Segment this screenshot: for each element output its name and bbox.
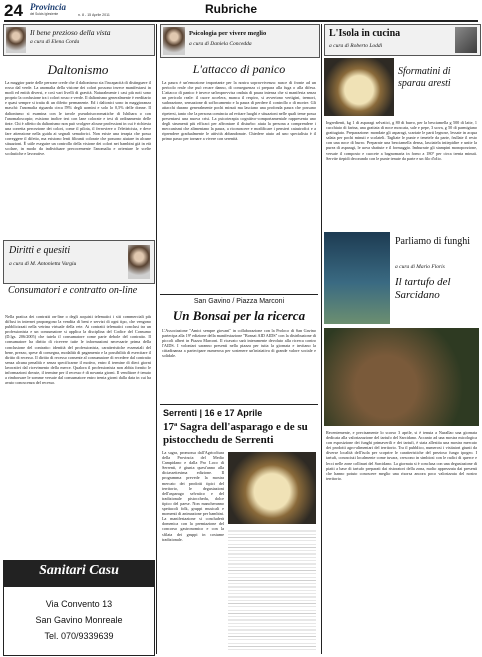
event-date: Serrenti | 16 e 17 Aprile (163, 408, 263, 418)
column-author: a cura di Elena Corda (30, 39, 80, 45)
column-title: Il bene prezioso della vista (30, 28, 111, 37)
issue-date: n. 8 - 15 Aprile 2011 (78, 13, 110, 17)
page-header (0, 0, 482, 22)
column-author: a cura di Mario Floris (395, 264, 445, 270)
ad-brand: Sanitari Casu (39, 563, 119, 578)
column-title: Diritti e quesiti (9, 245, 71, 256)
asparagus-photo (228, 452, 316, 524)
fungi-header: Parliamo di funghi (395, 236, 470, 247)
article-title: L'attacco di panico (192, 62, 286, 76)
section-divider (160, 404, 318, 405)
column-author: a cura di Daniela Concedda (189, 41, 252, 47)
author-photo (455, 27, 477, 53)
column-rule (156, 24, 157, 654)
section-divider (160, 294, 318, 295)
author-photo (163, 27, 185, 55)
recipe-title: Sformatini di sparau aresti (398, 66, 451, 89)
news-body: L'Associazione "Amici sempre giovani" in collaborazione con la Proloco di San Gavino partecipa alla 19ª edizione della manifestazione "Bonsai AID AIDS" con la distribuzione di piccoli alberi in Piazza Marconi. Il ricavato sarà interamente devoluto alla ricerca contro l'AIDS. I volontari saranno presenti nella piazza per tutta la giornata e invitano la cittadinanza a partecipare numerosa per sostenere un'iniziativa di grande valore sociale e solidale. (162, 328, 316, 359)
recipe-photo (324, 58, 394, 116)
recipe-body: Ingredienti, kg 1 di asparagi selvatici, g 80 di burro, per la besciamella g 500 di latte, 1 cucchiaio di farina, una grattata di noce moscata, sale e pepe, 3 uova, g 50 di parmigiano grattugiato. Preparazione: mondate gli asparagi, scartate le parti legnose, lessate in acqua salata per pochi minuti e scolateli. Tagliate le punte e tenetele da parte, frullate il resto con una noce di burro. Preparate una besciamella densa, lasciatela intiepidire e unite la purea di asparagi, le uova sbattute e il formaggio. Imburrate gli stampini monoporzione, versate il composto e cuocete a bagnomaria in forno a 180° per circa trenta minuti. Servite tiepidi decorando con le punte tenute da parte e un filo d'olio. (326, 120, 477, 161)
advertisement (3, 560, 155, 656)
column-author: a cura di M. Antonietta Vargiu (9, 261, 77, 267)
ad-phone: Tel. 070/9339639 (44, 631, 114, 641)
ad-city: San Gavino Monreale (35, 615, 123, 625)
author-photo (6, 27, 26, 53)
page-number: 24 (4, 1, 23, 20)
event-body: La sagra, promossa dall'Agricoltura della Provincia del Medio Campidano e dalla Pro Loco di Serrenti, è giunta quest'anno alla diciassettesima edizione. Il programma prevede la mostra mercato dei prodotti tipici del territorio, le degustazioni dell'asparago selvatico e del tradizionale pistocchedu, dolce tipico del paese. Non mancheranno spettacoli folk, gruppi musicali e momenti di animazione per bambini. La manifestazione si concluderà domenica con la premiazione del concorso gastronomico e con la sfilata dei gruppi in costume tradizionale. (162, 450, 224, 542)
logo-subtitle: del Sulcis Iglesiente (30, 12, 59, 16)
column-title: L'Isola in cucina (329, 28, 401, 39)
newspaper-logo: Provincia (30, 2, 66, 12)
article-body: La maggior parte delle persone crede che il daltonismo sia l'incapacità di distinguere il rosso dal verde. La anomalia della visione dei colori possono invece manifestarsi in modi ed entità diversi, e così vari livelli di gravità. Naturalmente i casi più noti sono proprio la confusione tra i colori rosso e verde. Il daltonismo generalmente è ereditario e quasi sempre si tratta di un difetto permanente. Ed i daltonici sono in maggioranza maschi: l'anomalia riguarda circa l'8% degli uomini e solo lo 0,5% delle donne. Il daltonismo si esamina con le tavole pseudoisocromatiche di Ishihara o con l'anomaloscopio; esistono inoltre test con lane colorate e test di ordinamento delle tinte. Chi è affetto da daltonismo non può svolgere alcune professioni in cui è richiesta una corretta percezione dei colori, come il pilota, il ferroviere o l'elettricista, e deve fare attenzione nella guida ai segnali semaforici. Non esiste una terapia che possa correggere il difetto, ma esistono lenti filtranti colorate che possono aiutare in alcune situazioni. È utile eseguire un controllo della visione dei colori nei bambini già in età scolare, in modo da individuare precocemente l'anomalia e orientare le scelte scolastiche e lavorative. (5, 80, 151, 157)
event-body-continued (228, 528, 316, 650)
cooking-box-header (324, 24, 481, 56)
column-title: Psicologia per vivere meglio (189, 30, 267, 37)
rights-box-header (3, 240, 155, 284)
mushroom-photo (324, 232, 390, 324)
header-rule (4, 20, 478, 22)
news-kicker: San Gavino / Piazza Marconi (193, 298, 285, 305)
event-title: 17ª Sagra dell'asparago e de su pistocchedu de Serrenti (163, 421, 308, 446)
author-photo (128, 245, 150, 279)
column-author: a cura di Roberto Loddi (329, 43, 383, 49)
news-title: Un Bonsai per la ricerca (172, 308, 306, 323)
fungi-body: Recentemente, e precisamente lo scorso 3 aprile, si è tenuta a Nurallao una giornata dedicata alla valorizzazione del tartufo del Sarcidano. Accanto ad una mostra micologica con esposizione dei funghi primaverili e dei tartufi, è stata allestita una mostra mercato dei prodotti agro-alimentari del territorio. Tra il pubblico, numerosi i visitatori giunti da diverse località dell'isola per scoprire le caratteristiche del prezioso fungo ipogeo. I tartufi, conosciuti localmente come tuvara, crescono in simbiosi con le radici di querce e lecci nelle zone collinari del Sarcidano. La giornata si è conclusa con una degustazione di piatti a base di tartufo preparati dai ristoratori della zona, molto apprezzata dai presenti che hanno potuto conoscere meglio una risorsa ancora poco valorizzata del nostro territorio. (326, 430, 477, 481)
article-title: Daltonismo (47, 62, 109, 77)
vision-box-header (3, 24, 155, 56)
fungi-title: Il tartufo del Sarcidano (395, 276, 451, 301)
psychology-box-header (160, 24, 320, 58)
article-title: Consumatori e contratto on-line (8, 285, 138, 296)
column-rule (321, 24, 322, 654)
article-body: Nella pratica dei contratti on-line o degli acquisti telematici i siti commerciali più diffusi in internet propongono la vendita di beni e servizi di ogni tipo, che vengono pubblicizzati nella vetrina virtuale della rete. Ai contratti telematici conclusi tra un professionista e un consumatore si applica la disciplina del Codice del Consumo (D.lgs. 206/2005) che tutela il consumatore come parte debole del contratto. Il consumatore ha diritto di ricevere tutte le informazioni necessarie prima della conclusione del contratto: identità del professionista, caratteristiche essenziali del bene, prezzo, spese di consegna, modalità di pagamento e la possibilità di esercitare il diritto di recesso. Il diritto di recesso consente al consumatore di recedere dal contratto senza alcuna penalità e senza specificarne il motivo, entro il termine di dieci giorni lavorativi dal ricevimento della merce. Qualora il professionista non abbia fornito le informazioni dovute, il termine per il recesso è di novanta giorni. Il venditore è tenuto a rimborsare le somme versate dal consumatore entro trenta giorni dalla data in cui ha avuto conoscenza del recesso. (5, 314, 151, 386)
ad-street: Via Convento 13 (45, 599, 113, 609)
section-title: Rubriche (205, 2, 258, 16)
truffle-photo (324, 328, 479, 426)
article-body: La paura è un'emozione importante per la nostra sopravvivenza: nasce di fronte ad un pericolo reale che può recare danno, di conseguenza ci prepara alla fuga o alla difesa. L'attacco di panico è invece un'improvvisa ondata di paura intensa che si manifesta senza un pericolo reale: il cuore accelera, manca il respiro, si avvertono vertigini, tremori, sudorazione, sensazione di soffocamento e la paura di perdere il controllo o di morire. Gli attacchi durano generalmente pochi minuti ma lasciano una profonda paura che possano ripetersi, tanto che la persona comincia ad evitare luoghi e situazioni nelle quali teme possa presentarsi una nuova crisi. La psicoterapia cognitivo-comportamentale rappresenta uno degli strumenti più efficaci per affrontare il disturbo: aiuta la persona a comprendere i meccanismi che alimentano la paura, a riconoscere e modificare i pensieri catastrofici e a riprendere gradualmente le attività abbandonate. Chiedere aiuto ad uno specialista è il primo passo per tornare a vivere con serenità. (162, 80, 316, 142)
